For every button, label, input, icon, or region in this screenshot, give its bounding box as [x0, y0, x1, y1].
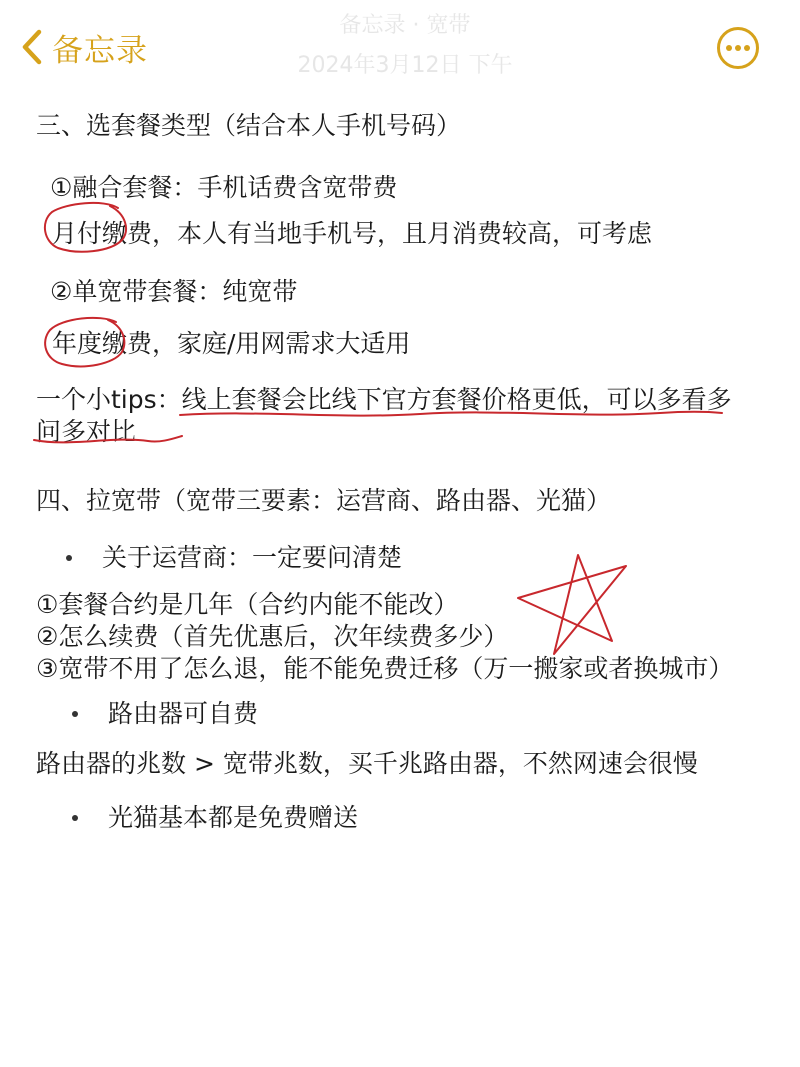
section4-heading: 四、拉宽带（宽带三要素：运营商、路由器、光猫）: [36, 486, 612, 515]
option1-title: ①融合套餐：手机话费含宽带费: [50, 173, 398, 202]
chevron-left-icon: [20, 27, 44, 67]
section3-heading: 三、选套餐类型（结合本人手机号码）: [36, 111, 462, 140]
bullet-modem: 光猫基本都是免费赠送: [108, 803, 359, 832]
tips-line-2: 问多对比: [36, 417, 137, 446]
faint-header-line2: 2024年3月12日 下午: [297, 53, 513, 78]
back-label: 备忘录: [52, 32, 148, 69]
carrier-item-1: ①套餐合约是几年（合约内能不能改）: [36, 590, 459, 619]
bullet-router: 路由器可自费: [108, 699, 259, 728]
faint-header-line1: 备忘录 · 宽带: [339, 13, 471, 38]
router-note: 路由器的兆数 > 宽带兆数，买千兆路由器，不然网速会很慢: [36, 749, 698, 778]
back-button[interactable]: [20, 24, 148, 70]
bullet-dot: [72, 711, 78, 717]
option2-title: ②单宽带套餐：纯宽带: [50, 277, 298, 306]
bullet-dot: [72, 815, 78, 821]
more-button[interactable]: [716, 26, 760, 70]
bullet-dot: [66, 555, 72, 561]
faint-header: [240, 6, 570, 86]
tips-line-1: 一个小tips：线上套餐会比线下官方套餐价格更低，可以多看多: [36, 385, 732, 414]
star-annotation: [518, 555, 626, 654]
option2-description: 年度缴费，家庭/用网需求大适用: [52, 329, 411, 358]
nav-bar: [0, 0, 800, 100]
carrier-item-3: ③宽带不用了怎么退，能不能免费迁移（万一搬家或者换城市）: [36, 654, 734, 683]
option1-description: 月付缴费，本人有当地手机号，且月消费较高，可考虑: [52, 219, 653, 248]
carrier-item-2: ②怎么续费（首先优惠后，次年续费多少）: [36, 622, 509, 651]
bullet-carrier: 关于运营商：一定要问清楚: [102, 543, 403, 572]
more-dots-icon: [716, 26, 760, 70]
